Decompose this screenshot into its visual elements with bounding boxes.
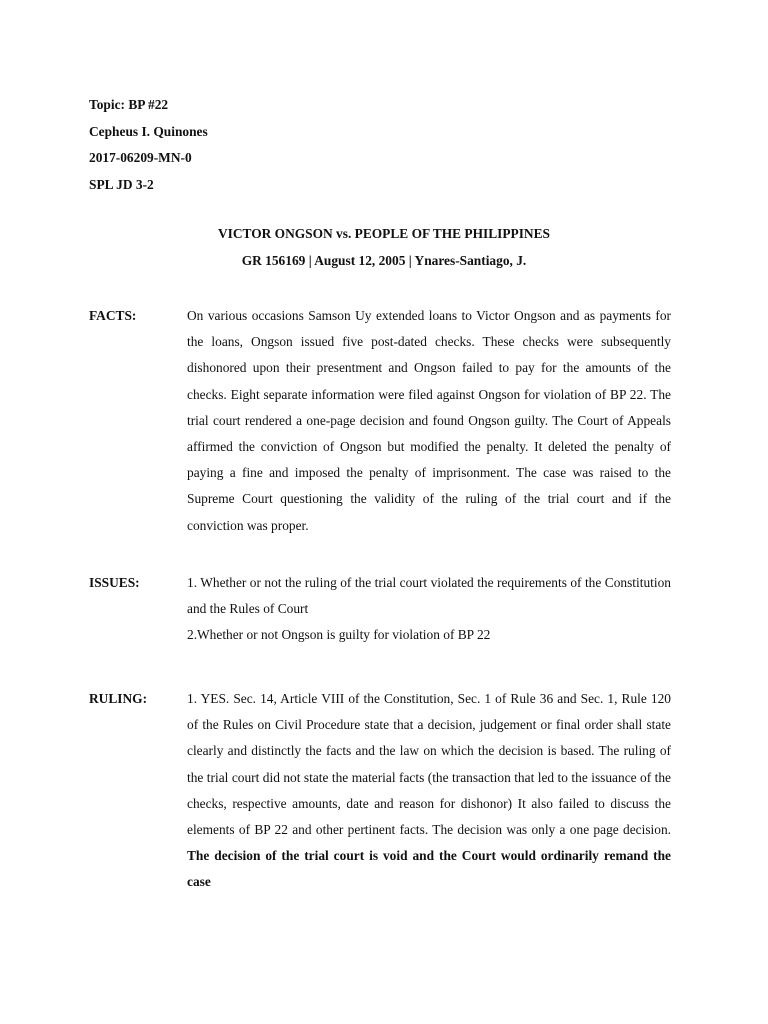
topic-line: Topic: BP #22 bbox=[89, 97, 169, 112]
issue-item-1: 1. Whether or not the ruling of the trial court violated the requirements of the Constitution and the Rules of Court bbox=[187, 575, 671, 617]
issue-item-2: 2.Whether or not Ongson is guilty for violation of BP 22 bbox=[187, 627, 491, 643]
facts-paragraph: On various occasions Samson Uy extended loans to Victor Ongson and as payments for the loans, Ongson issued five post-dated checks. These checks were subsequently dishonored upon their presentment and Ongson failed to pay for the amounts of the checks. Eight separate information were filed against Ongson for violation of BP 22. The trial court rendered a one-page decision and found Ongson guilty. The Court of Appeals affirmed the conviction of Ongson but modified the penalty. It deleted the penalty of paying a fine and imposed the penalty of imprisonment. The case was raised to the Supreme Court questioning the validity of the ruling of the trial court and if the conviction was proper. bbox=[187, 308, 671, 533]
class-section: SPL JD 3-2 bbox=[89, 177, 154, 193]
author-name: Cepheus I. Quinones bbox=[89, 123, 208, 139]
issues-list bbox=[187, 570, 671, 649]
ruling-paragraph bbox=[187, 686, 671, 896]
ruling-text bbox=[187, 686, 671, 896]
ruling-bold-statement: The decision of the trial court is void and the Court would ordinarily remand the case bbox=[187, 848, 671, 890]
facts-text bbox=[187, 303, 671, 539]
ruling-body: 1. YES. Sec. 14, Article VIII of the Constitution, Sec. 1 of Rule 36 and Sec. 1, Rule 120 of the Rules on Civil Procedure state that a decision, judgement or final order shall state clearly and distinctly the facts and the law on which the decision is based. The ruling of the trial court did not state the material facts (the transaction that led to the issuance of the checks, respective amounts, date and reason for dishonor) It also failed to discuss the elements of BP 22 and other pertinent facts. The decision was only a one page decision. bbox=[187, 691, 671, 838]
issues-label: ISSUES: bbox=[89, 575, 140, 590]
ruling-label: RULING: bbox=[89, 691, 148, 706]
facts-label: FACTS: bbox=[89, 308, 137, 323]
student-id: 2017-06209-MN-0 bbox=[89, 150, 192, 166]
case-citation: GR 156169 | August 12, 2005 | Ynares-Santiago, J. bbox=[241, 253, 527, 268]
case-title: VICTOR ONGSON vs. PEOPLE OF THE PHILIPPINES bbox=[218, 226, 550, 241]
document-header bbox=[89, 92, 208, 199]
